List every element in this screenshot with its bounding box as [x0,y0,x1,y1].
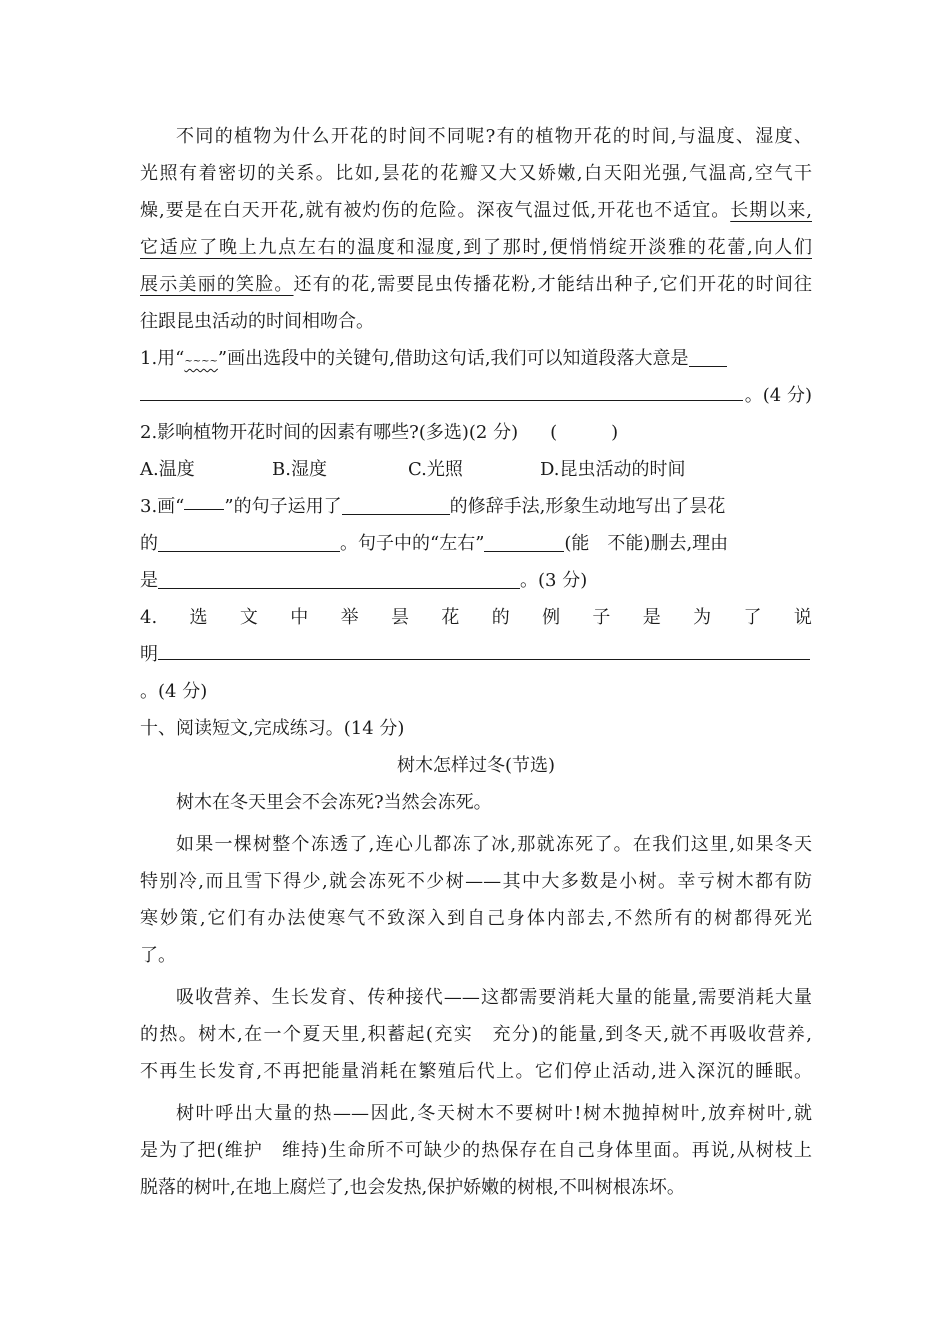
question-text: 是 [140,570,158,591]
question-text: 的 [140,533,158,554]
question-char: 昙 [390,607,409,628]
underlined-sentence: 长期以来, [730,200,812,221]
score-label: 。(4 分) [140,681,208,702]
passage-line [140,192,812,229]
answer-blank[interactable] [689,344,727,367]
question-3-continued [140,562,812,599]
question-char: 是 [642,607,661,628]
question-text: 。句子中的“左右” [340,533,485,554]
question-text: (能 不能)删去,理由 [564,533,729,554]
question-char: 为 [693,607,712,628]
question-char: 子 [592,607,611,628]
answer-blank[interactable] [158,637,810,660]
question-char: 中 [290,607,309,628]
passage-line: 是为了把(维护 维持)生命所不可缺少的热保存在自己身体里面。再说,从树枝上 [140,1140,812,1161]
passage-line: 不同的植物为什么开花的时间不同呢?有的植物开花的时间,与温度、湿度、 [176,126,812,147]
question-text: 的修辞手法,形象生动地写出了昙花 [449,496,726,517]
question-char: 花 [441,607,460,628]
question-text: 1.用“ [140,348,185,369]
question-text: ”的句子运用了 [224,496,342,517]
passage-line: 树木在冬天里会不会冻死?当然会冻死。 [176,792,492,813]
question-2 [140,414,812,451]
option-c[interactable]: C.光照 [408,459,463,480]
answer-blank[interactable] [158,529,340,552]
passage-line: 了。 [140,945,176,966]
passage-line: 树叶呼出大量的热——因此,冬天树木不要树叶!树木抛掉树叶,放弃树叶,就 [176,1103,812,1124]
exam-page [140,118,812,1206]
option-d[interactable]: D.昆虫活动的时间 [540,459,686,480]
answer-paren[interactable]: ( ) [550,422,619,443]
passage-line: 如果一棵树整个冻透了,连心儿都冻了冰,那就冻死了。在我们这里,如果冬天 [176,834,812,855]
answer-blank[interactable] [140,378,743,401]
passage-line [140,266,812,303]
underlined-sentence: 展示美丽的笑脸。 [140,274,294,295]
answer-blank[interactable] [158,566,520,589]
underlined-sentence: 它适应了晚上九点左右的温度和湿度,到了那时,便悄悄绽开淡雅的花蕾,向人们 [140,237,812,258]
passage-line: 的热。树木,在一个夏天里,积蓄起(充实 充分)的能量,到冬天,就不再吸收营养, [140,1024,812,1045]
question-3 [140,488,812,525]
passage-line: 特别冷,而且雪下得少,就会冻死不少树——其中大多数是小树。幸亏树木都有防 [140,871,812,892]
question-text: 2.影响植物开花时间的因素有哪些?(多选)(2 分) [140,422,519,443]
passage-line: 不再生长发育,不再把能量消耗在繁殖后代上。它们停止活动,进入深沉的睡眠。 [140,1061,812,1082]
option-b[interactable]: B.湿度 [272,459,327,480]
score-label: 。(4 分) [744,385,812,406]
passage-line: 吸收营养、生长发育、传种接代——这都需要消耗大量的能量,需要消耗大量 [176,987,812,1008]
question-text: 3.画“ [140,496,185,517]
question-1 [140,340,812,377]
question-3-continued [140,525,812,562]
question-4 [140,599,812,636]
option-a[interactable]: A.温度 [140,459,195,480]
passage-title: 树木怎样过冬(节选) [396,755,556,776]
passage-line: 往跟昆虫活动的时间相吻合。 [140,311,374,332]
question-char: 4. [140,607,158,628]
question-4-continued [140,636,812,673]
question-char: 例 [542,607,561,628]
passage-line: 脱落的树叶,在地上腐烂了,也会发热,保护娇嫩的树根,不叫树根冻坏。 [140,1177,685,1198]
underline-mark [184,495,224,510]
passage-line: 光照有着密切的关系。比如,昙花的花瓣又大又娇嫩,白天阳光强,气温高,空气干 [140,163,812,184]
question-char: 选 [189,607,208,628]
question-char: 说 [793,607,812,628]
question-char: 的 [491,607,510,628]
question-text: 明 [140,644,158,665]
wavy-line-mark: ~~~~ [184,356,218,367]
question-char: 文 [239,607,258,628]
answer-blank[interactable] [342,492,450,515]
passage-text: 燥,要是在白天开花,就有被灼伤的危险。深夜气温过低,开花也不适宜。 [140,200,731,221]
question-2-options [140,451,812,488]
passage-text: 还有的花,需要昆虫传播花粉,才能结出种子,它们开花的时间往 [293,274,813,295]
passage-line: 寒妙策,它们有办法使寒气不致深入到自己身体内部去,不然所有的树都得死光 [140,908,812,929]
question-text: ”画出选段中的关键句,借助这句话,我们可以知道段落大意是 [217,348,689,369]
question-char: 了 [743,607,762,628]
section-heading: 十、阅读短文,完成练习。(14 分) [140,718,405,739]
score-label: 。(3 分) [520,570,588,591]
answer-blank[interactable] [484,529,564,552]
question-char: 举 [340,607,359,628]
question-1-continued [140,377,812,414]
